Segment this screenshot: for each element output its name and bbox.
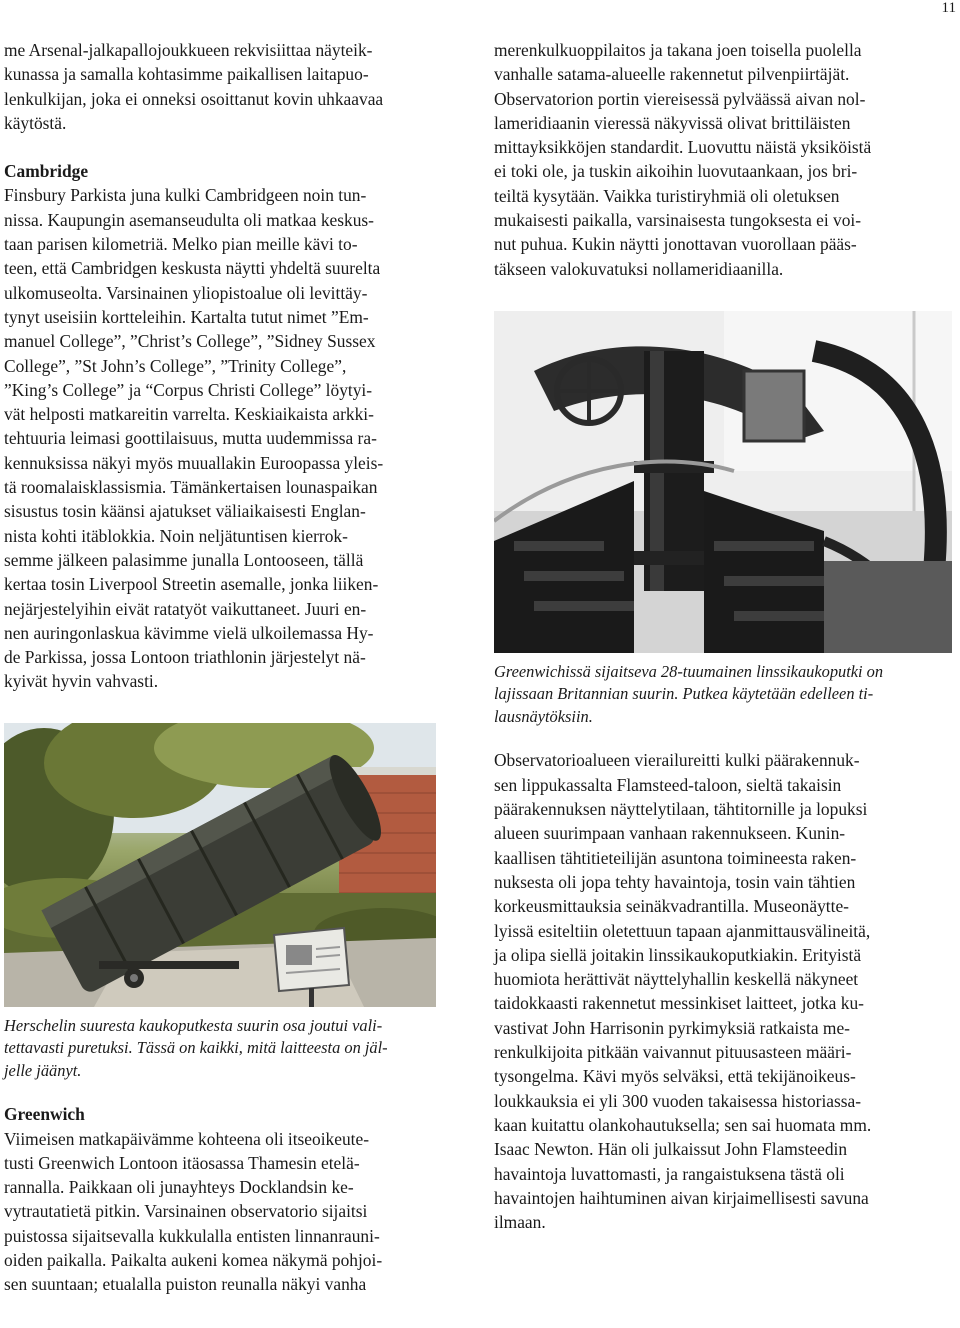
- text-line: tehtuuria leimasi goottilaisuus, mutta uudemmissa ra-: [4, 428, 377, 449]
- text-line: nejärjestelyihin eivät ratatyöt vaikuttaneet. Juuri en-: [4, 598, 367, 619]
- text-line: mukaisesti paikalla, varsinaisesta tungoksesta ei voi-: [494, 210, 862, 231]
- text-line: merenkulkuoppilaitos ja takana joen toisella puolella: [494, 40, 862, 60]
- text-line: College”, ”St John’s College”, ”Trinity College”,: [4, 355, 347, 376]
- text-line: renkulkijoita pitkään vaivannut pituusasteen määri-: [494, 1042, 852, 1063]
- text-line: Observatorion portin viereisessä pylväässä aivan nol-: [494, 88, 866, 109]
- intro-paragraph: [4, 38, 464, 135]
- text-line: havaintoja luvattomasti, ja rangaistuksena tästä oli: [494, 1163, 845, 1184]
- text-line: kunassa ja samalla kohtasimme paikallisen laitapuo-: [4, 64, 369, 85]
- text-line: me Arsenal-jalkapallojoukkueen rekvisiittaa näyteik-: [4, 40, 373, 60]
- refractor-telescope-illustration: [494, 311, 952, 653]
- text-line: tusti Greenwich Lontoon itäosassa Thamesin etelä-: [4, 1152, 360, 1173]
- continued-paragraph: [494, 38, 956, 281]
- text-line: teiltä kysytään. Vaikka turistiryhmiä oli oletuksen: [494, 185, 840, 206]
- caption-line: lausnäytöksiin.: [494, 706, 593, 726]
- text-line: teen, että Cambridgen keskusta näytti yhdeltä suurelta: [4, 258, 381, 279]
- text-line: Finsbury Parkista juna kulki Cambridgeen noin tun-: [4, 185, 367, 206]
- caption-line: Greenwichissä sijaitseva 28-tuumainen linssikaukoputki on: [494, 661, 884, 681]
- text-line: vytrautatietä pitkin. Varsinainen observatorio sijaitsi: [4, 1201, 368, 1222]
- text-line: semme jälkeen palasimme junalla Lontooseen, tällä: [4, 549, 364, 570]
- text-line: lenkulkijan, joka ei onneksi osoittanut kovin uhkaavaa: [4, 88, 384, 109]
- text-line: lameridiaanin vieressä näkyvissä olivat brittiläisten: [494, 112, 851, 133]
- text-line: käytöstä.: [4, 112, 67, 133]
- text-line: kaallisen tähtitieteilijän asuntona toimineesta raken-: [494, 847, 857, 868]
- text-line: alueen suurimpaan vanhaan rakennukseen. Kunin-: [494, 823, 846, 844]
- caption-line: tettavasti puretuksi. Tässä on kaikki, mitä laitteesta on jäl-: [4, 1038, 388, 1058]
- text-line: ilmaan.: [494, 1212, 546, 1233]
- text-line: tysongelma. Kävi myös selväksi, että tekijänoikeus-: [494, 1066, 856, 1087]
- caption-line: Herschelin suuresta kaukoputkesta suurin osa joutui vali-: [4, 1015, 383, 1035]
- section-heading-greenwich: Greenwich: [4, 1104, 85, 1125]
- text-line: nista kohti itäblokkia. Noin neljätuntisen kierrok-: [4, 525, 348, 546]
- text-line: Isaac Newton. Hän oli julkaissut John Flamsteedin: [494, 1139, 848, 1160]
- text-line: loukkauksia ei yli 300 vuoden takaisessa historiassa-: [494, 1090, 862, 1111]
- text-line: sen lippukassalta Flamsteed-taloon, sieltä takaisin: [494, 774, 842, 795]
- text-line: vät helposti matkareitin varrelta. Keskiaikaista arkki-: [4, 404, 374, 425]
- text-line: täkseen valokuvatuksi nollameridiaanilla.: [494, 258, 784, 279]
- text-line: ei toki ole, ja tuskin aikoihin luovutaankaan, jos bri-: [494, 161, 858, 182]
- right-column: [494, 38, 956, 1234]
- page-number: 11: [941, 0, 956, 16]
- text-line: mittayksikköjen standardit. Luovuttu näistä yksiköistä: [494, 137, 872, 158]
- text-line: de Parkissa, jossa Lontoon triathlonin järjestelyt nä-: [4, 647, 366, 668]
- observatory-paragraph: [494, 748, 956, 1234]
- text-line: puistossa sijaitsevalla kukkulalla entisten linnanrauni-: [4, 1225, 380, 1246]
- text-line: tä roomalaisklassismia. Tämänkertaisen lounaspaikan: [4, 477, 378, 498]
- text-line: huomiota herättivät näyttelyhallin keskellä näkyneet: [494, 969, 859, 990]
- greenwich-paragraph: [4, 1127, 464, 1297]
- text-line: taan parisen kilometriä. Melko pian meille kävi to-: [4, 234, 358, 255]
- text-line: ”King’s College” ja “Corpus Christi College” löytyi-: [4, 379, 373, 400]
- herschel-telescope-illustration: [4, 723, 436, 1007]
- text-line: kertaa tosin Liverpool Streetin asemalle, jonka liiken-: [4, 574, 379, 595]
- greenwich-refractor-photo: [494, 311, 952, 653]
- text-line: ja olipa siellä joitakin linssikaukoputkiakin. Erityistä: [494, 944, 862, 965]
- text-line: Observatorioalueen vierailureitti kulki päärakennuk-: [494, 750, 860, 771]
- text-line: kyivät hyvin vahvasti.: [4, 671, 159, 692]
- herschel-photo-caption: [4, 1015, 464, 1083]
- text-line: manuel College”, ”Christ’s College”, ”Sidney Sussex: [4, 331, 376, 352]
- text-line: ulkomuseolta. Varsinainen yliopistoalue oli levittäy-: [4, 282, 368, 303]
- refractor-photo-caption: [494, 661, 956, 729]
- text-line: sen suuntaan; etualalla puiston reunalla näkyi vanha: [4, 1274, 367, 1295]
- text-line: vanhalle satama-alueelle rakennetut pilvenpiirtäjät.: [494, 64, 850, 85]
- text-line: oiden paikalla. Paikalta aukeni komea näkymä pohjoi-: [4, 1250, 383, 1270]
- text-line: havaintojen haihtuminen aivan kirjaimellisesti savuna: [494, 1187, 869, 1208]
- text-line: nen auringonlaskua kävimme vielä ulkoilemassa Hy-: [4, 622, 374, 643]
- text-line: päärakennuksen näyttelytilaan, tähtitornille ja lopuksi: [494, 799, 868, 820]
- cambridge-paragraph: [4, 183, 464, 693]
- text-line: korkeusmittauksia seinäkvadrantilla. Museonäytte-: [494, 896, 849, 917]
- caption-line: jelle jäänyt.: [4, 1060, 82, 1080]
- text-line: Viimeisen matkapäivämme kohteena oli itseoikeute-: [4, 1128, 370, 1149]
- text-line: kaan kuitattu olankohautuksella; sen sai huomata mm.: [494, 1114, 872, 1135]
- caption-line: lajissaan Britannian suurin. Putkea käytetään edelleen ti-: [494, 684, 874, 704]
- text-line: vastivat John Harrisonin pyrkimyksiä ratkaista me-: [494, 1017, 850, 1038]
- herschel-telescope-photo: [4, 723, 436, 1007]
- text-line: tynyt useisiin kortteleihin. Kartalta tutut nimet ”Em-: [4, 306, 369, 327]
- text-line: nissa. Kaupungin asemanseudulta oli matkaa keskus-: [4, 209, 374, 230]
- left-column: [4, 38, 464, 1297]
- text-line: nuksesta oli jopa tehty havaintoja, tosin vain tähtien: [494, 871, 856, 892]
- section-heading-cambridge: Cambridge: [4, 161, 89, 182]
- text-line: lyissä esiteltiin oletettuun tapaan ajanmittausvälineitä,: [494, 920, 871, 941]
- text-line: sisustus tosin käänsi ajatukset väliaikaisesti Englan-: [4, 501, 366, 522]
- text-line: rannalla. Paikkaan oli junayhteys Docklandsin ke-: [4, 1177, 354, 1198]
- text-line: taidokkaasti rakennetut messinkiset laitteet, jotka ku-: [494, 993, 864, 1014]
- text-line: nut puhua. Kukin näytti jonottavan vuorollaan pääs-: [494, 234, 857, 255]
- text-line: kennuksissa näkyi myös muuallakin Euroopassa yleis-: [4, 452, 384, 473]
